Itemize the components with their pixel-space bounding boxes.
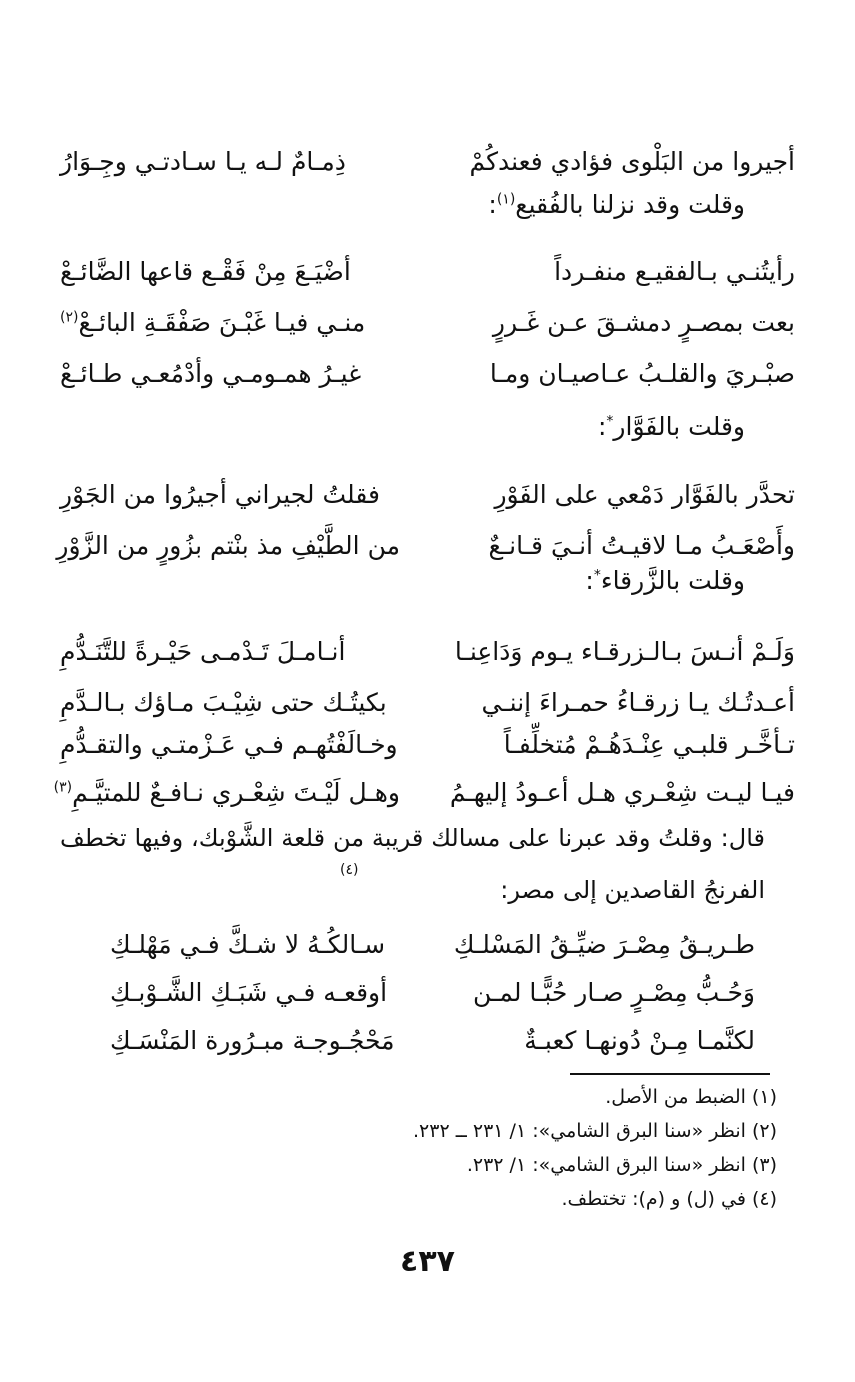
prose-paragraph: قال: وقلتُ وقد عبرنا على مسالك قريبة من قلعة الشَّوْبك، وفيها تخطف الفرنجُ القاصدين إلى مصر: [60,824,765,904]
section-heading: وقلت بالزَّرقاء*: [585,566,745,595]
hemistich-second: غيـرُ همـومـي وأدْمُعـي طـائـعْ [60,358,362,388]
hemistich-first: صبْـريَ والقلـبُ عـاصيـان ومـا [489,358,795,388]
hemistich-second: ذِمـامٌ لـه يـا سـادتـي وجِـوَارُ [60,146,346,176]
hemistich-second: مَحْجُـوجـة مبـرُورة المَنْسَـكِ [110,1025,395,1055]
heading-text: وقلت بالفَوَّار [613,412,745,441]
footnote-mark: (٣) [53,779,73,796]
hemistich-second [53,777,400,807]
hemistich-first: فيـا ليـت شِعْـري هـل أعـودُ إليهـمُ [449,777,795,807]
hemistich-first: رأيتُنـي بـالفقيـع منفـرداً [554,256,795,286]
hemistich-first: وَحُـبُّ مِصْـرٍ صـار حُبًّـا لمـن [473,977,755,1007]
footnotes [277,1080,777,1216]
asterisk-mark: * [593,567,601,584]
hemistich-second: فقلتُ لجيراني أجيرُوا من الجَوْرِ [60,479,380,509]
hemistich-second: وخـالَفْتُهـم فـي عَـزْمتـي والتقـدُّمِ [60,729,398,759]
verse-line [53,766,795,818]
verse-line [110,966,755,1018]
hemistich-first: وأَصْعَـبُ مـا لاقيـتُ أنـيَ قـانـعٌ [488,530,795,560]
heading-text: وقلت بالزَّرقاء [600,566,745,595]
footnote: (٢) انظر «سنا البرق الشامي»: ١/ ٢٣١ ــ ٢٣٢. [412,1120,777,1142]
hemistich-first: بعت بمصـرٍ دمشـقَ عـن غَـررٍ [492,307,795,337]
verse-line [110,918,755,970]
page-number: ٤٣٧ [400,1244,455,1279]
section-heading: وقلت وقد نزلنا بالفُقيع$^{(١)}$: [488,190,745,219]
verse-line [60,135,795,187]
hemistich-text: وهـل لَيْـتَ شِعْـري نـافـعٌ للمتيَّـمِ [72,777,400,807]
footnote-mark: (١) [496,191,516,208]
footnote: (١) الضبط من الأصل. [605,1086,777,1108]
hemistich-first: تحدَّر بالفَوَّار دَمْعي على الفَوْرِ [494,479,795,509]
hemistich-text: منـي فيـا غَبْـنَ صَفْقَـةِ البائـعْ [78,307,366,337]
hemistich-first: تـأخَّـر قلبـي عِنْـدَهُـمْ مُتخلِّفـاً [503,729,795,759]
verse-line [60,296,795,348]
section-heading: وقلت بالفَوَّار*: [597,412,745,441]
hemistich-second: من الطَّيْفِ مذ بنْتم بزُورٍ من الزَّوْرِ [56,530,400,560]
verse-line [60,625,795,677]
hemistich-second: سـالكُـهُ لا شـكَّ فـي مَهْلـكِ [110,929,386,959]
asterisk-mark: * [606,413,614,430]
hemistich-second: أضْيَـعَ مِنْ فَقْـع قاعها الضَّائـعْ [60,256,351,286]
verse-line [56,519,795,571]
footnote-mark: (٢) [60,309,79,326]
hemistich-first: أعـدتُـك يـا زرقـاءُ حمـراءَ إننـي [481,687,795,717]
footnote-divider [570,1073,770,1075]
hemistich-first: لكنَّمـا مِـنْ دُونهـا كعبـةٌ [524,1025,755,1055]
footnote-mark: (٤) [340,862,359,878]
footnote: (٤) في (ل) و (م): تختطف. [561,1188,777,1210]
hemistich-first: طـريـقُ مِصْـرَ ضيِّـقُ المَسْلـكِ [453,929,755,959]
footnote: (٣) انظر «سنا البرق الشامي»: ١/ ٢٣٢. [466,1154,777,1176]
hemistich-second [60,308,400,337]
verse-line [60,347,795,399]
verse-line [60,718,795,770]
hemistich-first: وَلَـمْ أنـسَ بـالـزرقـاء يـوم وَدَاعِنـا [454,636,795,666]
hemistich-second: بكيتُـك حتى شِيْـبَ مـاؤك بـالـدَّمِ [60,687,387,717]
verse-line [110,1014,755,1066]
verse-line [60,245,795,297]
verse-line [60,468,795,520]
hemistich-first: أجيروا من البَلْوى فؤادي فعندكُمْ [469,146,795,176]
heading-text: وقلت وقد نزلنا بالفُقيع [515,190,745,219]
hemistich-second: أوقعـه فـي شَبَـكِ الشَّـوْبـكِ [110,977,388,1007]
hemistich-second: أنـامـلَ تَـدْمـى حَيْـرةً للتَّنَـدُّمِ [60,636,346,666]
